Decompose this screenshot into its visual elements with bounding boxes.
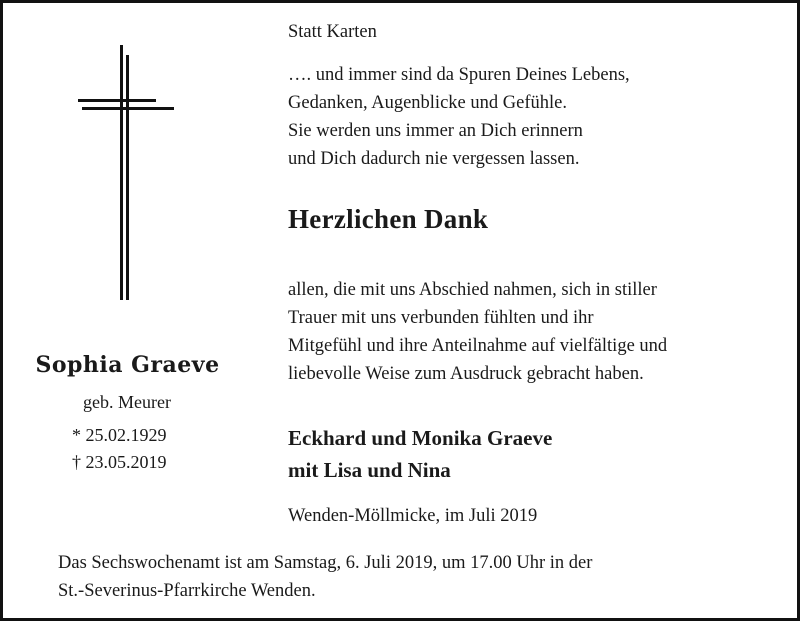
deceased-name: Sophia Graeve	[35, 352, 220, 378]
footer-notice	[58, 549, 592, 605]
birth-date: * 25.02.1929	[72, 425, 167, 445]
place-date: Wenden-Möllmicke, im Juli 2019	[288, 506, 538, 526]
thanks-line: allen, die mit uns Abschied nahmen, sich in stiller	[288, 280, 657, 300]
intro-text: Statt Karten	[288, 22, 377, 42]
thanks-text	[288, 276, 667, 388]
footer-line: St.-Severinus-Pfarrkirche Wenden.	[58, 581, 316, 601]
poem-line: …. und immer sind da Spuren Deines Lebens,	[288, 65, 630, 85]
signer-children: mit Lisa und Nina	[288, 458, 451, 482]
poem	[288, 61, 630, 173]
thanks-line: Trauer mit uns verbunden fühlten und ihr	[288, 308, 594, 328]
cross-icon	[78, 45, 178, 300]
death-date: † 23.05.2019	[72, 452, 167, 472]
poem-line: Gedanken, Augenblicke und Gefühle.	[288, 93, 567, 113]
poem-line: und Dich dadurch nie vergessen lassen.	[288, 149, 580, 169]
thanks-heading: Herzlichen Dank	[288, 204, 489, 234]
thanks-line: Mitgefühl und ihre Anteilnahme auf vielfältige und	[288, 336, 668, 356]
poem-line: Sie werden uns immer an Dich erinnern	[288, 121, 583, 141]
life-dates	[72, 422, 167, 476]
signer-names: Eckhard und Monika Graeve	[288, 426, 553, 450]
signers	[288, 422, 552, 486]
thanks-line: liebevolle Weise zum Ausdruck gebracht haben.	[288, 364, 644, 384]
footer-line: Das Sechswochenamt ist am Samstag, 6. Juli 2019, um 17.00 Uhr in der	[58, 553, 593, 573]
birth-name: geb. Meurer	[83, 392, 171, 412]
